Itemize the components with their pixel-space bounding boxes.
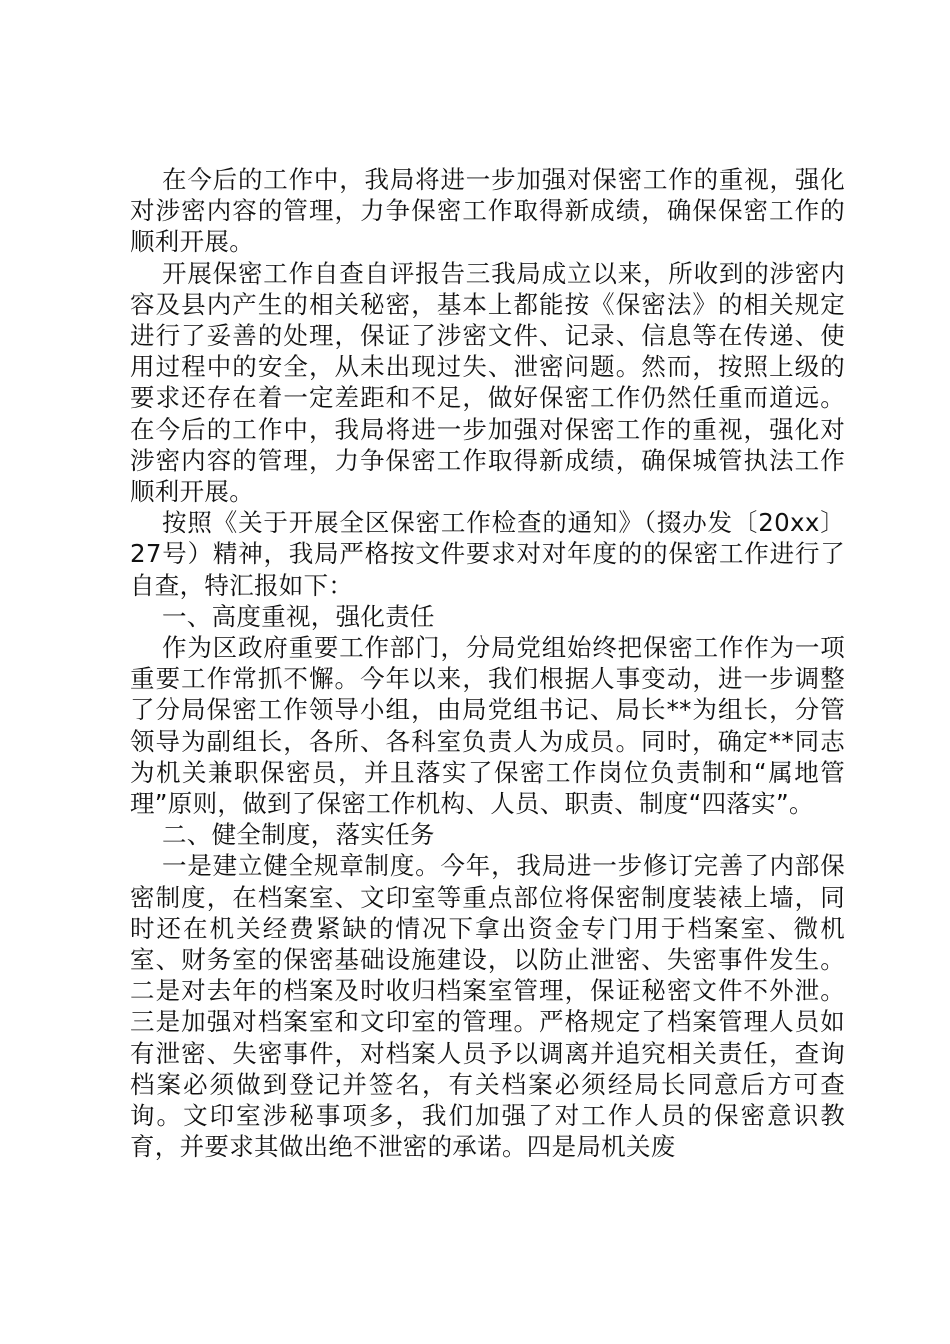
section-heading-2: 二、健全制度，落实任务 [162, 820, 435, 850]
paragraph-work-outlook: 在今后的工作中，我局将进一步加强对保密工作的重视，强化对涉密内容的管理，力争保密工作取得新成绩，确保保密工作的顺利开展。 [130, 165, 845, 257]
paragraph-self-inspection-report: 开展保密工作自查自评报告三我局成立以来，所收到的涉密内容及县内产生的相关秘密，基本上都能按《保密法》的相关规定进行了妥善的处理，保证了涉密文件、记录、信息等在传递、使用过程中的安全，从未出现过失、泄密问题。然而，按照上级的要求还存在着一定差距和不足，做好保密工作仍然任重而道远。在今后的工作中，我局将进一步加强对保密工作的重视，强化对涉密内容的管理，力争保密工作取得新成绩，确保城管执法工作顺利开展。 [130, 258, 845, 507]
document-body [130, 164, 845, 1163]
section-heading-1: 一、高度重视，强化责任 [162, 601, 435, 631]
paragraph-notice-reference: 按照《关于开展全区保密工作检查的通知》（掇办发〔20xx〕27号）精神，我局严格按文件要求对对年度的的保密工作进行了自查，特汇报如下： [130, 508, 845, 600]
paragraph-rules-system: 一是建立健全规章制度。今年，我局进一步修订完善了内部保密制度，在档案室、文印室等重点部位将保密制度装裱上墙，同时还在机关经费紧缺的情况下拿出资金专门用于档案室、微机室、财务室的保密基础设施建设，以防止泄密、失密事件发生。二是对去年的档案及时收归档案室管理，保证秘密文件不外泄。三是加强对档案室和文印室的管理。严格规定了档案管理人员如有泄密、失密事件，对档案人员予以调离并追究相关责任，查询档案必须做到登记并签名，有关档案必须经局长同意后方可查询。文印室涉秘事项多，我们加强了对工作人员的保密意识教育，并要求其做出绝不泄密的承诺。四是局机关废 [130, 851, 845, 1162]
paragraph-leadership: 作为区政府重要工作部门，分局党组始终把保密工作作为一项重要工作常抓不懈。今年以来，我们根据人事变动，进一步调整了分局保密工作领导小组，由局党组书记、局长**为组长，分管领导为副组长，各所、各科室负责人为成员。同时，确定**同志为机关兼职保密员，并且落实了保密工作岗位负责制和“属地管理”原则，做到了保密工作机构、人员、职责、制度“四落实”。 [130, 633, 845, 819]
